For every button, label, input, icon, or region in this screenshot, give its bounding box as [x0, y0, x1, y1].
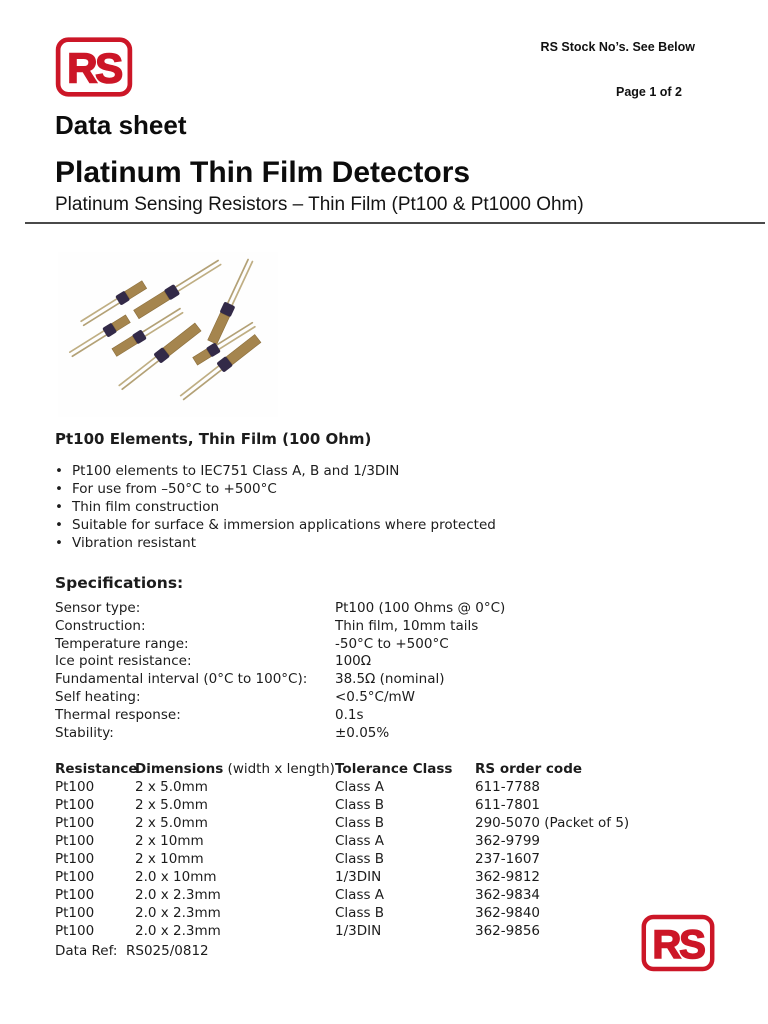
cell-resistance: Pt100	[55, 815, 95, 831]
spec-label: Sensor type:	[55, 600, 141, 616]
page-title: Platinum Thin Film Detectors	[55, 156, 471, 189]
spec-label: Stability:	[55, 724, 114, 741]
spec-row	[55, 725, 715, 743]
cell-dimensions: 2 x 5.0mm	[135, 779, 208, 795]
spec-value: <0.5°C/mW	[335, 688, 416, 705]
section-heading: Pt100 Elements, Thin Film (100 Ohm)	[55, 430, 372, 448]
cell-resistance: Pt100	[55, 923, 95, 939]
spec-row	[55, 653, 715, 671]
order-table	[55, 760, 735, 940]
divider	[25, 222, 765, 224]
table-row	[55, 922, 735, 940]
cell-resistance: Pt100	[55, 905, 95, 921]
cell-order-code: 290-5070 (Packet of 5)	[475, 815, 630, 831]
cell-dimensions: 2.0 x 2.3mm	[135, 923, 221, 939]
cell-tolerance: Class A	[335, 887, 385, 903]
rs-logo-footer	[640, 914, 716, 972]
cell-tolerance: Class A	[335, 833, 385, 849]
spec-row	[55, 671, 715, 689]
cell-resistance: Pt100	[55, 779, 95, 795]
table-row	[55, 778, 735, 796]
order-table-header	[55, 760, 735, 778]
specifications-list	[55, 600, 715, 742]
spec-row	[55, 707, 715, 725]
header-order-code: RS order code	[475, 761, 583, 777]
feature-bullet: • Vibration resistant	[55, 534, 496, 552]
table-row	[55, 814, 735, 832]
spec-value: 100Ω	[335, 653, 372, 670]
spec-label: Fundamental interval (0°C to 100°C):	[55, 671, 308, 688]
cell-resistance: Pt100	[55, 797, 95, 813]
cell-order-code: 362-9834	[475, 887, 540, 903]
spec-value: Thin film, 10mm tails	[335, 617, 479, 634]
page-subtitle: Platinum Sensing Resistors – Thin Film (Pt100 & Pt1000 Ohm)	[55, 194, 584, 215]
cell-resistance: Pt100	[55, 869, 95, 885]
order-table-body	[55, 778, 735, 940]
spec-value: 0.1s	[335, 706, 364, 723]
cell-dimensions: 2.0 x 2.3mm	[135, 887, 221, 903]
table-row	[55, 904, 735, 922]
header-tolerance: Tolerance Class	[335, 761, 453, 777]
cell-order-code: 237-1607	[475, 851, 540, 867]
cell-tolerance: 1/3DIN	[335, 923, 382, 939]
table-row	[55, 868, 735, 886]
cell-order-code: 362-9812	[475, 869, 540, 885]
feature-bullet: • Thin film construction	[55, 498, 496, 516]
cell-order-code: 611-7801	[475, 797, 540, 813]
spec-row	[55, 636, 715, 654]
cell-tolerance: Class A	[335, 779, 385, 795]
header-dimensions: Dimensions (width x length)	[135, 761, 335, 777]
feature-bullet: • For use from –50°C to +500°C	[55, 480, 496, 498]
cell-order-code: 362-9799	[475, 833, 540, 849]
table-row	[55, 850, 735, 868]
cell-dimensions: 2.0 x 10mm	[135, 869, 217, 885]
cell-order-code: 362-9840	[475, 905, 540, 921]
spec-value: Pt100 (100 Ohms @ 0°C)	[335, 600, 506, 616]
table-row	[55, 832, 735, 850]
table-row	[55, 796, 735, 814]
doc-type-title: Data sheet	[55, 110, 187, 140]
page-number: Page 1 of 2	[616, 85, 682, 99]
cell-resistance: Pt100	[55, 851, 95, 867]
cell-tolerance: Class B	[335, 815, 385, 831]
feature-bullet-list	[55, 462, 496, 552]
spec-value: 38.5Ω (nominal)	[335, 671, 445, 688]
spec-row	[55, 689, 715, 707]
rs-logo	[55, 32, 133, 102]
header-resistance: Resistance	[55, 761, 138, 777]
cell-dimensions: 2 x 5.0mm	[135, 815, 208, 831]
cell-tolerance: Class B	[335, 851, 385, 867]
product-photo	[58, 252, 278, 417]
spec-label: Construction:	[55, 617, 146, 634]
cell-dimensions: 2 x 5.0mm	[135, 797, 208, 813]
feature-bullet: • Suitable for surface & immersion applications where protected	[55, 516, 496, 534]
rs-logo-text: RS	[652, 921, 704, 967]
cell-tolerance: 1/3DIN	[335, 869, 382, 885]
cell-order-code: 611-7788	[475, 779, 540, 795]
cell-dimensions: 2 x 10mm	[135, 833, 204, 849]
stock-note: RS Stock No’s. See Below	[540, 40, 695, 54]
spec-row	[55, 600, 715, 618]
spec-label: Self heating:	[55, 688, 141, 705]
data-ref: Data Ref: RS025/0812	[55, 943, 209, 959]
spec-value: ±0.05%	[335, 724, 390, 741]
table-row	[55, 886, 735, 904]
feature-bullet: • Pt100 elements to IEC751 Class A, B and 1/3DIN	[55, 462, 496, 480]
cell-order-code: 362-9856	[475, 923, 540, 939]
specifications-heading: Specifications:	[55, 574, 184, 592]
cell-resistance: Pt100	[55, 833, 95, 849]
cell-tolerance: Class B	[335, 797, 385, 813]
spec-row	[55, 618, 715, 636]
spec-label: Temperature range:	[55, 635, 189, 652]
spec-label: Thermal response:	[55, 706, 181, 723]
spec-value: -50°C to +500°C	[335, 635, 449, 652]
spec-label: Ice point resistance:	[55, 653, 192, 670]
cell-dimensions: 2 x 10mm	[135, 851, 204, 867]
rs-logo-text: RS	[67, 44, 121, 92]
cell-resistance: Pt100	[55, 887, 95, 903]
cell-tolerance: Class B	[335, 905, 385, 921]
cell-dimensions: 2.0 x 2.3mm	[135, 905, 221, 921]
